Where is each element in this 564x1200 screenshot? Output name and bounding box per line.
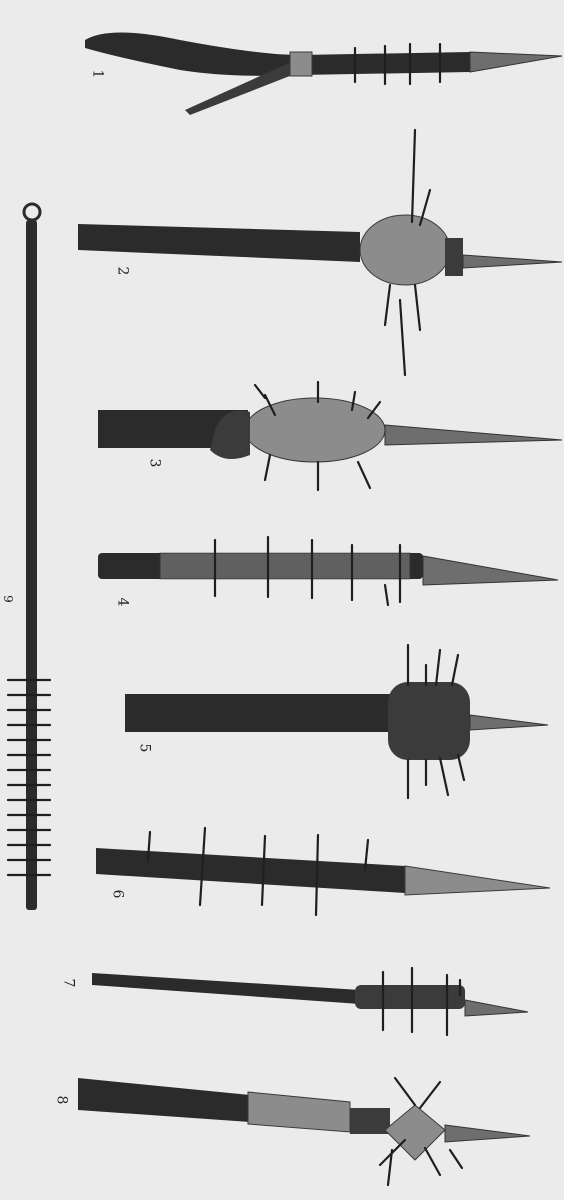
label-weapon-7: 7 [60,978,77,988]
weapon-4 [98,537,558,605]
label-weapon-2: 2 [114,266,131,276]
label-weapon-4: 4 [114,597,131,607]
label-staff-9: 9 [0,595,15,603]
weapon-8 [78,1078,530,1185]
weapon-2 [78,130,562,375]
weapon-7 [92,968,528,1035]
label-weapon-5: 5 [136,743,153,753]
weapon-6 [96,828,550,915]
label-weapon-6: 6 [109,889,126,899]
label-weapon-1: 1 [89,69,106,79]
label-weapon-8: 8 [53,1095,70,1105]
weapon-5 [125,645,548,798]
weapon-1 [85,33,562,116]
staff-9 [8,204,50,910]
label-weapon-3: 3 [146,458,163,468]
weapon-3 [98,382,562,490]
